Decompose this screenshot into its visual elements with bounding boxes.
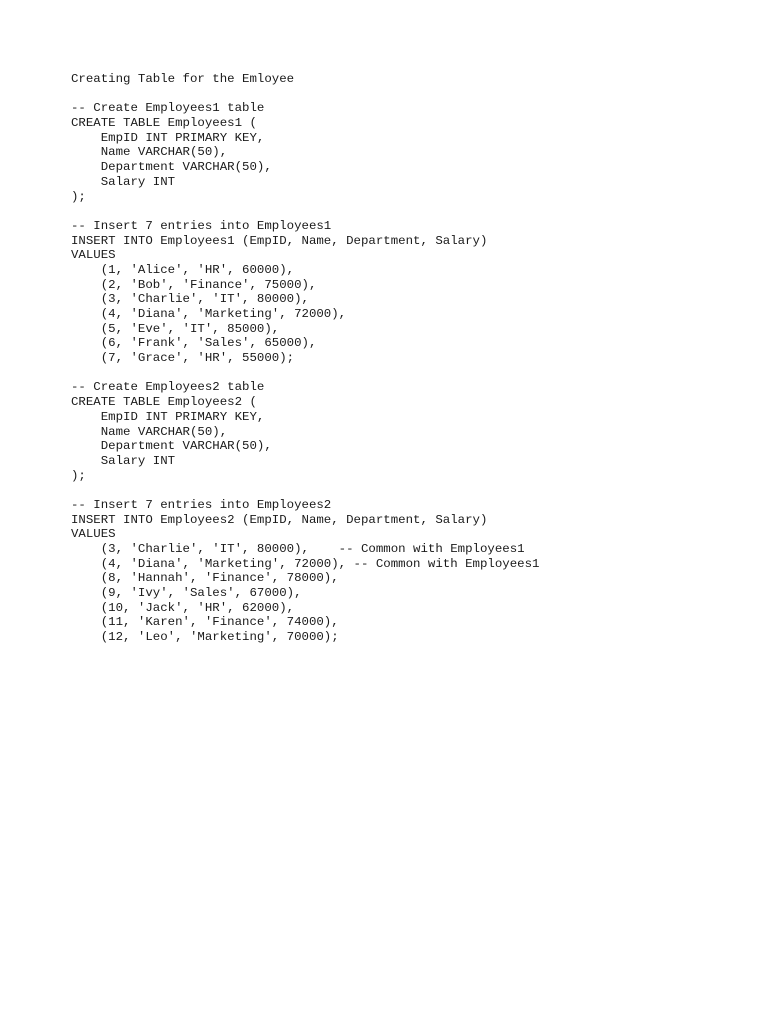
blank-line — [71, 483, 539, 498]
code-line: Name VARCHAR(50), — [71, 145, 228, 160]
code-line: (12, 'Leo', 'Marketing', 70000); — [71, 630, 339, 645]
code-line: VALUES — [71, 248, 116, 263]
code-line: ); — [71, 189, 86, 204]
code-line: (11, 'Karen', 'Finance', 74000), — [71, 615, 339, 630]
code-line: CREATE TABLE Employees2 ( — [71, 395, 257, 410]
code-line: EmpID INT PRIMARY KEY, — [71, 130, 265, 145]
code-line: (4, 'Diana', 'Marketing', 72000), -- Common with Employees1 — [71, 556, 540, 571]
code-line: INSERT INTO Employees2 (EmpID, Name, Department, Salary) — [71, 512, 488, 527]
code-line: (10, 'Jack', 'HR', 62000), — [71, 600, 295, 615]
code-line: (9, 'Ivy', 'Sales', 67000), — [71, 586, 302, 601]
code-comment-line: -- Create Employees1 table — [71, 101, 265, 116]
code-line: ); — [71, 468, 86, 483]
code-line: (4, 'Diana', 'Marketing', 72000), — [71, 307, 347, 321]
sql-code-block — [71, 72, 539, 645]
code-line: VALUES — [71, 527, 116, 542]
blank-line — [71, 204, 539, 219]
code-line: Department VARCHAR(50), — [71, 160, 272, 175]
code-comment-line: -- Insert 7 entries into Employees1 — [71, 218, 332, 233]
code-line: Name VARCHAR(50), — [71, 424, 228, 439]
blank-line — [71, 87, 539, 102]
code-line: EmpID INT PRIMARY KEY, — [71, 409, 265, 424]
blank-line — [71, 366, 539, 381]
code-line: (7, 'Grace', 'HR', 55000); — [71, 351, 295, 366]
code-line: (3, 'Charlie', 'IT', 80000), -- Common with Employees1 — [71, 542, 525, 556]
code-line: Salary INT — [71, 453, 176, 468]
code-line: Salary INT — [71, 174, 176, 189]
code-line: INSERT INTO Employees1 (EmpID, Name, Department, Salary) — [71, 233, 488, 248]
code-comment-line: -- Insert 7 entries into Employees2 — [71, 497, 332, 512]
code-line: (6, 'Frank', 'Sales', 65000), — [71, 336, 317, 351]
code-line: (1, 'Alice', 'HR', 60000), — [71, 262, 295, 277]
code-line: (2, 'Bob', 'Finance', 75000), — [71, 277, 317, 292]
code-line: (8, 'Hannah', 'Finance', 78000), — [71, 571, 339, 586]
document-title: Creating Table for the Emloyee — [71, 72, 295, 86]
code-comment-line: -- Create Employees2 table — [71, 380, 265, 395]
code-line: CREATE TABLE Employees1 ( — [71, 116, 257, 131]
code-line: Department VARCHAR(50), — [71, 439, 272, 454]
code-line: (3, 'Charlie', 'IT', 80000), — [71, 292, 309, 307]
code-line: (5, 'Eve', 'IT', 85000), — [71, 321, 280, 336]
